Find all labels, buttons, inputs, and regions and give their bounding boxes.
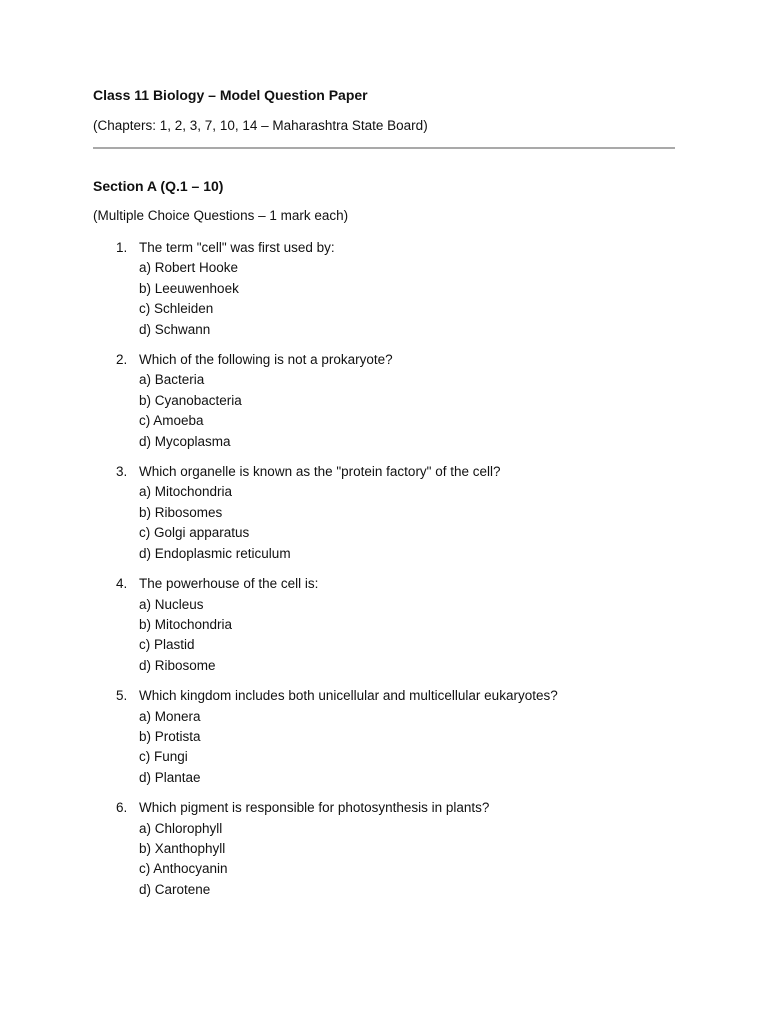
section-title: Section A (Q.1 – 10) [93,178,224,194]
question-text: Which of the following is not a prokaryote? [139,352,393,368]
answer-option: b) Xanthophyll [139,840,226,856]
answer-option: a) Monera [139,708,201,724]
question-list [93,238,675,910]
answer-option: d) Plantae [139,769,201,785]
answer-option: a) Mitochondria [139,484,233,500]
question-item [93,574,675,676]
answer-option: c) Golgi apparatus [139,525,250,541]
answer-option: b) Protista [139,728,201,744]
answer-option: d) Schwann [139,321,211,337]
answer-option: a) Chlorophyll [139,820,223,836]
question-number: 1. [116,240,128,255]
answer-option: a) Robert Hooke [139,260,239,276]
answer-option: c) Plastid [139,637,195,653]
answer-option: d) Carotene [139,881,211,897]
question-number: 6. [116,800,128,816]
answer-option: c) Anthocyanin [139,861,228,877]
answer-option: b) Mitochondria [139,616,233,632]
question-item [93,238,675,340]
question-number: 2. [116,352,128,368]
horizontal-divider [93,147,675,149]
section-note: (Multiple Choice Questions – 1 mark each) [93,208,349,223]
answer-option: c) Schleiden [139,301,214,317]
document-subtitle: (Chapters: 1, 2, 3, 7, 10, 14 – Maharashtra State Board) [93,118,428,133]
question-text: Which pigment is responsible for photosynthesis in plants? [139,800,490,816]
question-item [93,350,675,452]
answer-option: b) Cyanobacteria [139,392,242,408]
answer-option: a) Nucleus [139,596,204,612]
question-text: Which organelle is known as the "protein factory" of the cell? [139,464,501,480]
answer-option: a) Bacteria [139,372,205,388]
answer-option: c) Fungi [139,749,188,765]
question-number: 5. [116,688,128,704]
question-text: The term "cell" was first used by: [139,240,335,255]
question-number: 3. [116,464,128,480]
answer-option: d) Ribosome [139,657,216,673]
answer-option: d) Endoplasmic reticulum [139,545,291,561]
question-item [93,798,675,900]
answer-option: b) Ribosomes [139,504,223,520]
question-item [93,462,675,564]
question-item [93,686,675,788]
answer-option: c) Amoeba [139,413,204,429]
answer-option: b) Leeuwenhoek [139,280,239,296]
question-number: 4. [116,576,128,592]
answer-option: d) Mycoplasma [139,433,231,449]
document-title: Class 11 Biology – Model Question Paper [93,87,368,103]
question-text: Which kingdom includes both unicellular and multicellular eukaryotes? [139,688,558,704]
question-text: The powerhouse of the cell is: [139,576,319,592]
